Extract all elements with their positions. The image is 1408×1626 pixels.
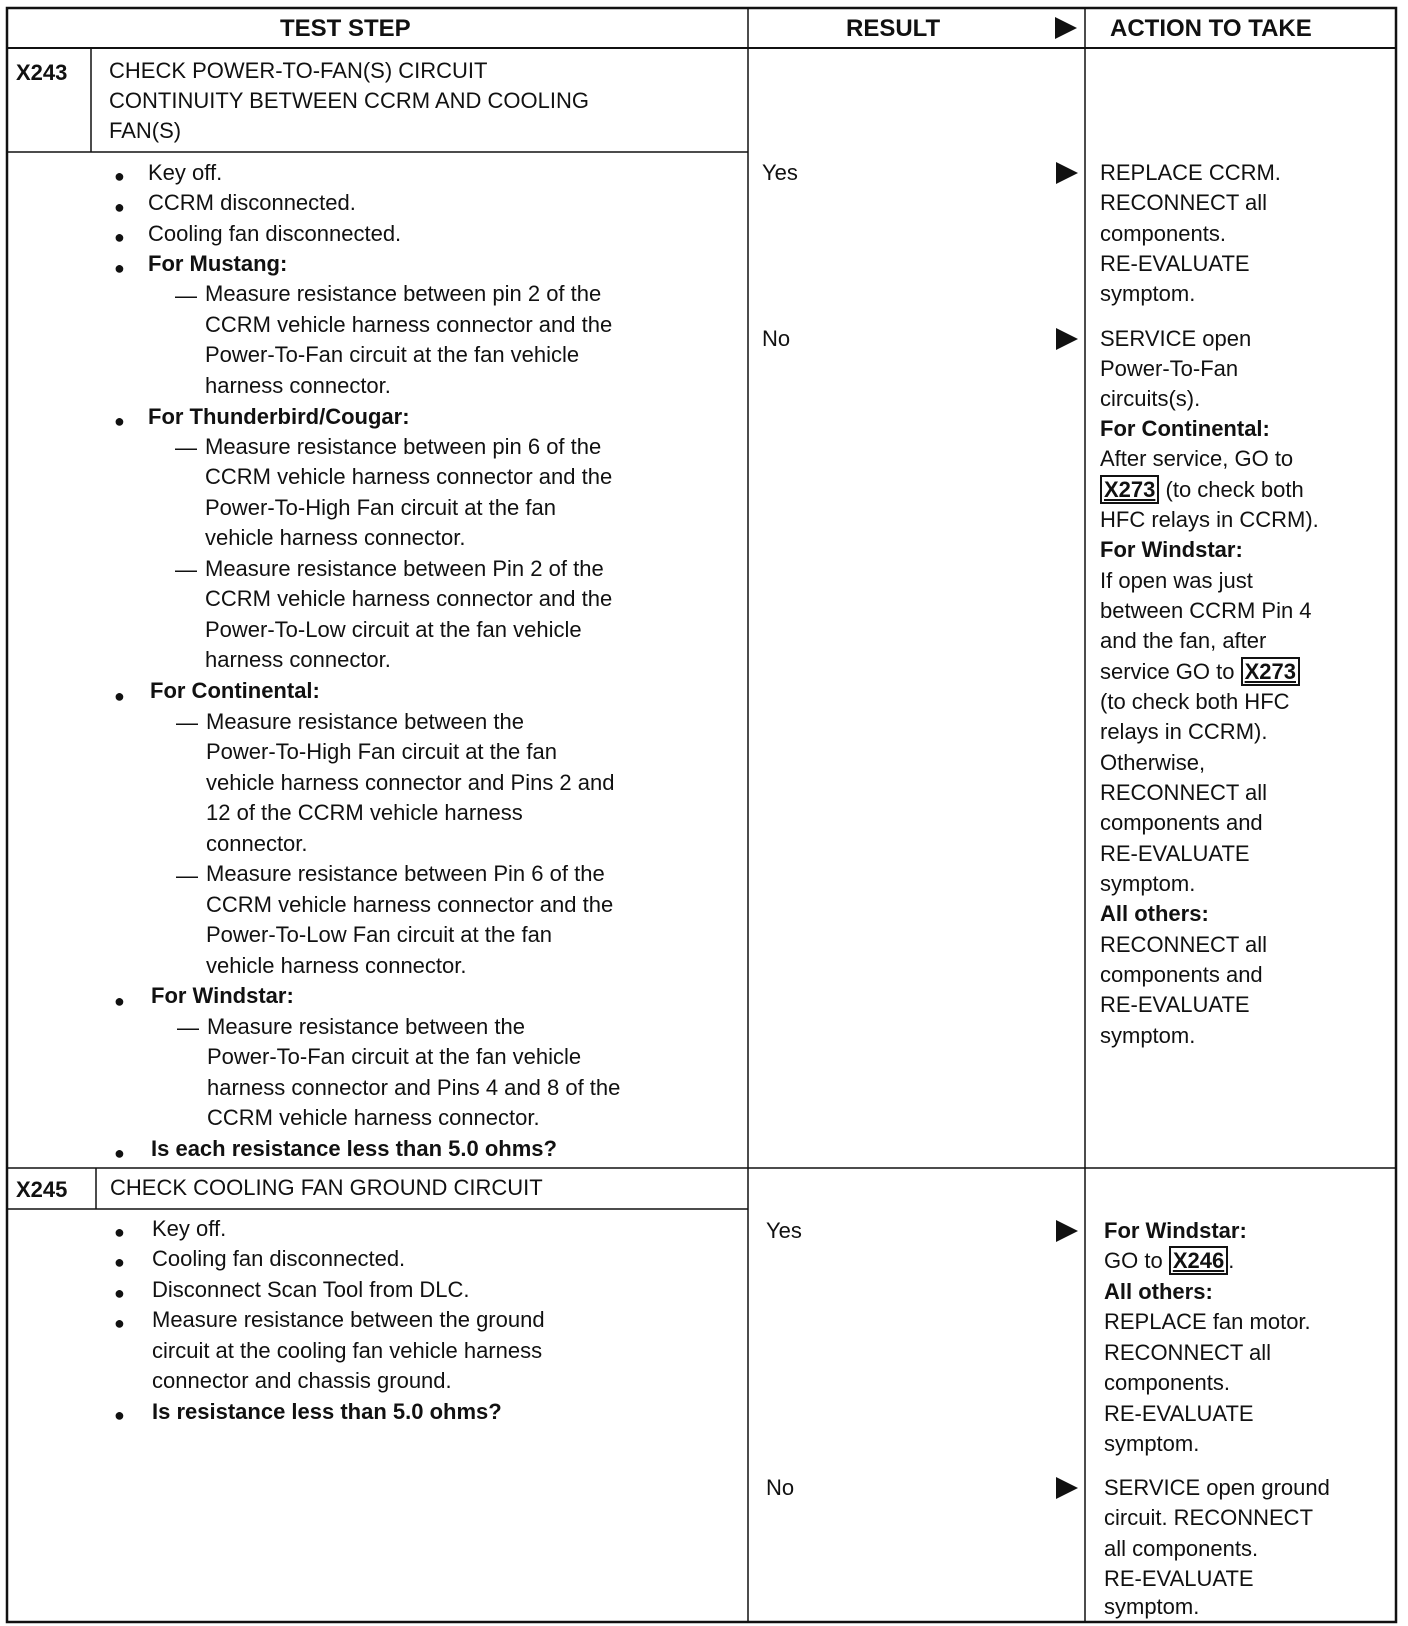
x243-no-action-ref-line [1100, 657, 1300, 688]
bullet-icon: ● [114, 1405, 125, 1425]
x243-no-action-line: Power-To-Fan [1100, 356, 1239, 381]
x245-yes-action-period: . [1228, 1248, 1235, 1273]
bullet-icon: ● [114, 258, 125, 278]
x245-question: Is resistance less than 5.0 ohms? [152, 1399, 502, 1424]
x243-step-line: CCRM vehicle harness connector. [207, 1105, 540, 1130]
x243-no-action-line: If open was just [1100, 568, 1253, 593]
x243-no-action-line: After service, GO to [1100, 446, 1294, 471]
x243-step-line: Measure resistance between the [207, 1014, 525, 1039]
header-result: RESULT [846, 15, 941, 42]
x243-no-action-line: SERVICE open [1100, 326, 1252, 351]
bullet-icon: ● [114, 1313, 125, 1333]
x243-no-action-line: circuits(s). [1100, 386, 1201, 411]
x243-no-action-line: (to check both [1165, 477, 1304, 502]
x243-step-line: Power-To-Fan circuit at the fan vehicle [207, 1044, 582, 1069]
x243-no-action-line: RECONNECT all [1100, 780, 1268, 805]
x245-no-action-line: symptom. [1104, 1594, 1200, 1619]
x243-no-action-line: components and [1100, 810, 1263, 835]
x243-step-line: 12 of the CCRM vehicle harness [206, 800, 523, 825]
x243-no-action-heading: For Windstar: [1100, 537, 1243, 562]
bullet-icon: ● [114, 227, 125, 247]
x243-no-action-line: HFC relays in CCRM). [1100, 507, 1319, 532]
x245-step-line: Cooling fan disconnected. [152, 1246, 406, 1271]
dash-icon: — [176, 710, 198, 735]
x243-step-line: harness connector. [205, 647, 391, 672]
x243-no-action-line: between CCRM Pin 4 [1100, 598, 1312, 623]
x243-step-line: Key off. [148, 160, 223, 185]
x243-yes-action-line: RE-EVALUATE [1100, 251, 1250, 276]
x243-step-line: harness connector and Pins 4 and 8 of the [207, 1075, 621, 1100]
x243-step-line: harness connector. [205, 373, 391, 398]
x243-title-line: CHECK POWER-TO-FAN(S) CIRCUIT [109, 58, 488, 83]
x243-no-action-line: symptom. [1100, 1023, 1196, 1048]
x243-step-line: Power-To-High Fan circuit at the fan [206, 739, 557, 764]
x243-vehicle-heading: For Continental: [150, 678, 320, 703]
x243-title-line: FAN(S) [109, 118, 182, 143]
x245-result-no: No [766, 1475, 795, 1500]
x243-yes-action-line: REPLACE CCRM. [1100, 160, 1281, 185]
x243-no-action-line: service GO to [1100, 659, 1235, 684]
x246-link[interactable]: X246 [1169, 1246, 1228, 1275]
x243-no-action-line: RE-EVALUATE [1100, 841, 1250, 866]
x243-no-action-line: RE-EVALUATE [1100, 992, 1250, 1017]
x245-no-action-line: SERVICE open ground [1104, 1475, 1330, 1500]
step-code-x245: X245 [16, 1177, 68, 1202]
x245-yes-action-heading: All others: [1104, 1279, 1213, 1304]
header-arrow-icon [1055, 17, 1077, 39]
x245-no-action-line: circuit. RECONNECT [1104, 1505, 1314, 1530]
x245-step-line: Key off. [152, 1216, 227, 1241]
x245-yes-action-line: symptom. [1104, 1431, 1200, 1456]
x245-yes-action-heading: For Windstar: [1104, 1218, 1247, 1243]
x243-no-action-line: relays in CCRM). [1100, 719, 1268, 744]
x243-step-line: CCRM vehicle harness connector and the [206, 892, 614, 917]
x243-step-line: Power-To-High Fan circuit at the fan [205, 495, 556, 520]
arrow-icon [1056, 328, 1078, 350]
x243-yes-action-line: components. [1100, 221, 1226, 246]
x243-step-line: Measure resistance between pin 6 of the [205, 434, 602, 459]
dash-icon: — [175, 283, 197, 308]
x245-yes-action-line: GO to [1104, 1248, 1163, 1273]
x245-result-yes: Yes [766, 1218, 802, 1243]
x243-title-line: CONTINUITY BETWEEN CCRM AND COOLING [109, 88, 589, 113]
x243-step-line: CCRM vehicle harness connector and the [205, 464, 613, 489]
bullet-icon: ● [114, 1222, 125, 1242]
x243-no-action-line: Otherwise, [1100, 750, 1206, 775]
x243-step-line: Measure resistance between Pin 2 of the [205, 556, 604, 581]
x243-step-line: vehicle harness connector and Pins 2 and [206, 770, 615, 795]
step-code-x243: X243 [16, 60, 68, 85]
x245-yes-action-line: RE-EVALUATE [1104, 1401, 1254, 1426]
bullet-icon: ● [114, 197, 125, 217]
x243-step-line: CCRM vehicle harness connector and the [205, 312, 613, 337]
x243-step-line: vehicle harness connector. [205, 525, 466, 550]
arrow-icon [1056, 162, 1078, 184]
x243-no-action-line: RECONNECT all [1100, 932, 1268, 957]
x243-step-line: CCRM vehicle harness connector and the [205, 586, 613, 611]
x243-no-action-heading: All others: [1100, 901, 1209, 926]
x243-vehicle-heading: For Mustang: [148, 251, 288, 276]
x243-step-line: CCRM disconnected. [148, 190, 356, 215]
x245-yes-action-line: REPLACE fan motor. [1104, 1309, 1311, 1334]
bullet-icon: ● [114, 991, 125, 1011]
x245-no-action-line: RE-EVALUATE [1104, 1566, 1254, 1591]
x243-result-no: No [762, 326, 791, 351]
x243-vehicle-heading: For Windstar: [151, 983, 294, 1008]
bullet-icon: ● [114, 166, 125, 186]
x243-yes-action-line: RECONNECT all [1100, 190, 1268, 215]
x243-no-action-line: (to check both HFC [1100, 689, 1290, 714]
dash-icon: — [176, 863, 198, 888]
header-test-step: TEST STEP [280, 15, 411, 42]
x243-step-line: connector. [206, 831, 308, 856]
x243-step-line: Cooling fan disconnected. [148, 221, 402, 246]
x245-step-line: Disconnect Scan Tool from DLC. [152, 1277, 470, 1302]
dash-icon: — [175, 557, 197, 582]
x243-question: Is each resistance less than 5.0 ohms? [151, 1136, 557, 1161]
header-action-to-take: ACTION TO TAKE [1110, 15, 1312, 42]
x243-no-action-heading: For Continental: [1100, 416, 1270, 441]
x243-no-action-line: symptom. [1100, 871, 1196, 896]
arrow-icon [1056, 1477, 1078, 1499]
x243-vehicle-heading: For Thunderbird/Cougar: [148, 404, 410, 429]
arrow-icon [1056, 1220, 1078, 1242]
x243-step-line: Power-To-Low circuit at the fan vehicle [205, 617, 582, 642]
x245-yes-action-line: RECONNECT all [1104, 1340, 1272, 1365]
x245-title: CHECK COOLING FAN GROUND CIRCUIT [110, 1175, 543, 1200]
x245-no-action-line: all components. [1104, 1536, 1259, 1561]
x273-link[interactable]: X273 [1100, 475, 1159, 504]
x245-yes-action-line: components. [1104, 1370, 1230, 1395]
x243-step-line: Measure resistance between Pin 6 of the [206, 861, 605, 886]
x243-step-line: Power-To-Fan circuit at the fan vehicle [205, 342, 580, 367]
x243-result-yes: Yes [762, 160, 798, 185]
x243-yes-action-line: symptom. [1100, 281, 1196, 306]
x243-step-line: Measure resistance between the [206, 709, 524, 734]
x245-yes-action-ref-line [1104, 1246, 1234, 1277]
bullet-icon: ● [114, 686, 125, 706]
x243-no-action-line: and the fan, after [1100, 628, 1267, 653]
bullet-icon: ● [114, 1252, 125, 1272]
x273-link[interactable]: X273 [1241, 657, 1300, 686]
x243-step-line: Measure resistance between pin 2 of the [205, 281, 602, 306]
x243-step-line: Power-To-Low Fan circuit at the fan [206, 922, 553, 947]
bullet-icon: ● [114, 411, 125, 431]
x245-step-line: connector and chassis ground. [152, 1368, 452, 1393]
bullet-icon: ● [114, 1143, 125, 1163]
x245-step-line: circuit at the cooling fan vehicle harness [152, 1338, 543, 1363]
bullet-icon: ● [114, 1283, 125, 1303]
x243-no-action-line: components and [1100, 962, 1263, 987]
dash-icon: — [175, 435, 197, 460]
dash-icon: — [177, 1015, 199, 1040]
x243-no-action-ref-line [1100, 475, 1304, 506]
x243-step-line: vehicle harness connector. [206, 953, 467, 978]
x245-step-line: Measure resistance between the ground [152, 1307, 545, 1332]
